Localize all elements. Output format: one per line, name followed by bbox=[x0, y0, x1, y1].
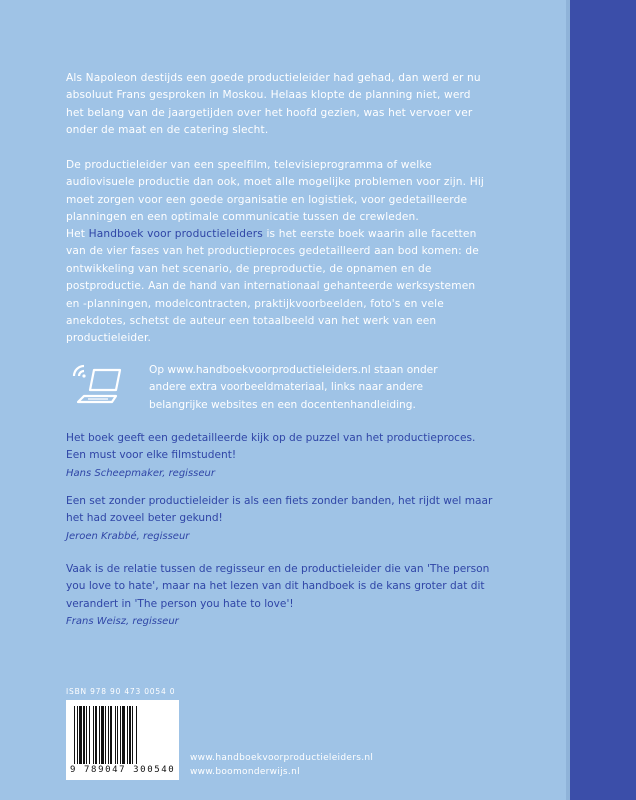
barcode-bar bbox=[120, 706, 121, 764]
barcode-bar bbox=[86, 706, 87, 764]
barcode-bars bbox=[72, 706, 173, 764]
url-list bbox=[190, 751, 373, 779]
barcode-bar bbox=[101, 706, 104, 764]
website-note: Op www.handboekvoorproductieleiders.nl staan onder andere extra voorbeeldmateriaal, links naar andere belangrijke websites en een docentenhandleiding. bbox=[149, 364, 438, 411]
url-boomonderwijs[interactable]: www.boomonderwijs.nl bbox=[190, 767, 300, 777]
barcode-bar bbox=[127, 706, 128, 764]
barcode-bar bbox=[115, 706, 116, 764]
barcode-digits: 9 789047 300540 bbox=[70, 765, 176, 775]
barcode bbox=[66, 700, 179, 780]
quote-author: Frans Weisz, regisseur bbox=[66, 616, 179, 628]
intro-p3-before: Het bbox=[66, 228, 89, 240]
quote-author: Jeroen Krabbé, regisseur bbox=[66, 530, 190, 542]
barcode-bar bbox=[74, 706, 75, 764]
barcode-bar bbox=[117, 706, 118, 764]
intro-paragraph-1: Als Napoleon destijds een goede productieleider had gehad, dan werd er nu absoluut Frans gesproken in Moskou. Helaas klopte de planning niet, werd het belang van de jaargetijden over het hoofd gezien, was het vervoer ver onder de maat en de catering slecht. bbox=[66, 72, 481, 137]
barcode-bar bbox=[83, 706, 85, 764]
review-quote-1 bbox=[66, 430, 496, 482]
quote-author: Hans Scheepmaker, regisseur bbox=[66, 467, 215, 479]
barcode-bar bbox=[95, 706, 97, 764]
intro-paragraph-2: De productieleider van een speelfilm, televisieprogramma of welke audiovisuele productie dan ook, moet alle mogelijke problemen voor zijn. Hij moet zorgen voor een goede organisatie en logistiek, voor gedetailleerde planningen en een optimale communicatie tussen de crewleden. bbox=[66, 159, 485, 224]
barcode-bar bbox=[93, 706, 94, 764]
review-quote-2 bbox=[66, 493, 496, 545]
barcode-bar bbox=[122, 706, 125, 764]
barcode-bar bbox=[77, 706, 78, 764]
barcode-bar bbox=[105, 706, 106, 764]
barcode-bar bbox=[99, 706, 100, 764]
barcode-bar bbox=[108, 706, 109, 764]
intro-p3-after: is het eerste boek waarin alle facetten van de vier fases van het productieproces gedetailleerd aan bod komen: de ontwikkeling van het scenario, de preproductie, de opnamen en de postproductie. Aan de hand van internationaal gehanteerde werksystemen en -planningen, modelcontracten, praktijkvoorbeelden, foto's en vele anekdotes, schetst de auteur een totaalbeeld van het werk van een productieleider. bbox=[66, 228, 479, 345]
book-spine bbox=[570, 0, 636, 800]
review-quote-3 bbox=[66, 561, 496, 631]
intro-paragraph-3 bbox=[66, 226, 486, 348]
quote-text: Vaak is de relatie tussen de regisseur en de productieleider die van 'The person you love to hate', maar na het lezen van dit handboek is de kans groter dat dit verandert in 'The person you hate to love'! bbox=[66, 563, 490, 610]
barcode-bar bbox=[129, 706, 131, 764]
barcode-bar bbox=[110, 706, 112, 764]
url-handboek[interactable]: www.handboekvoorproductieleiders.nl bbox=[190, 753, 374, 763]
barcode-bar bbox=[132, 706, 133, 764]
isbn-number: ISBN 978 90 473 0054 0 bbox=[66, 687, 176, 696]
quote-text: Een set zonder productieleider is als een fiets zonder banden, het rijdt wel maar het had zoveel beter gekund! bbox=[66, 495, 493, 525]
barcode-bar bbox=[89, 706, 90, 764]
laptop-wifi-icon bbox=[70, 362, 132, 406]
barcode-bar bbox=[79, 706, 82, 764]
barcode-bar bbox=[136, 706, 137, 764]
book-title-highlight: Handboek voor productieleiders bbox=[88, 228, 263, 240]
quote-text: Het boek geeft een gedetailleerde kijk op de puzzel van het productieproces. Een must voor elke filmstudent! bbox=[66, 432, 476, 462]
